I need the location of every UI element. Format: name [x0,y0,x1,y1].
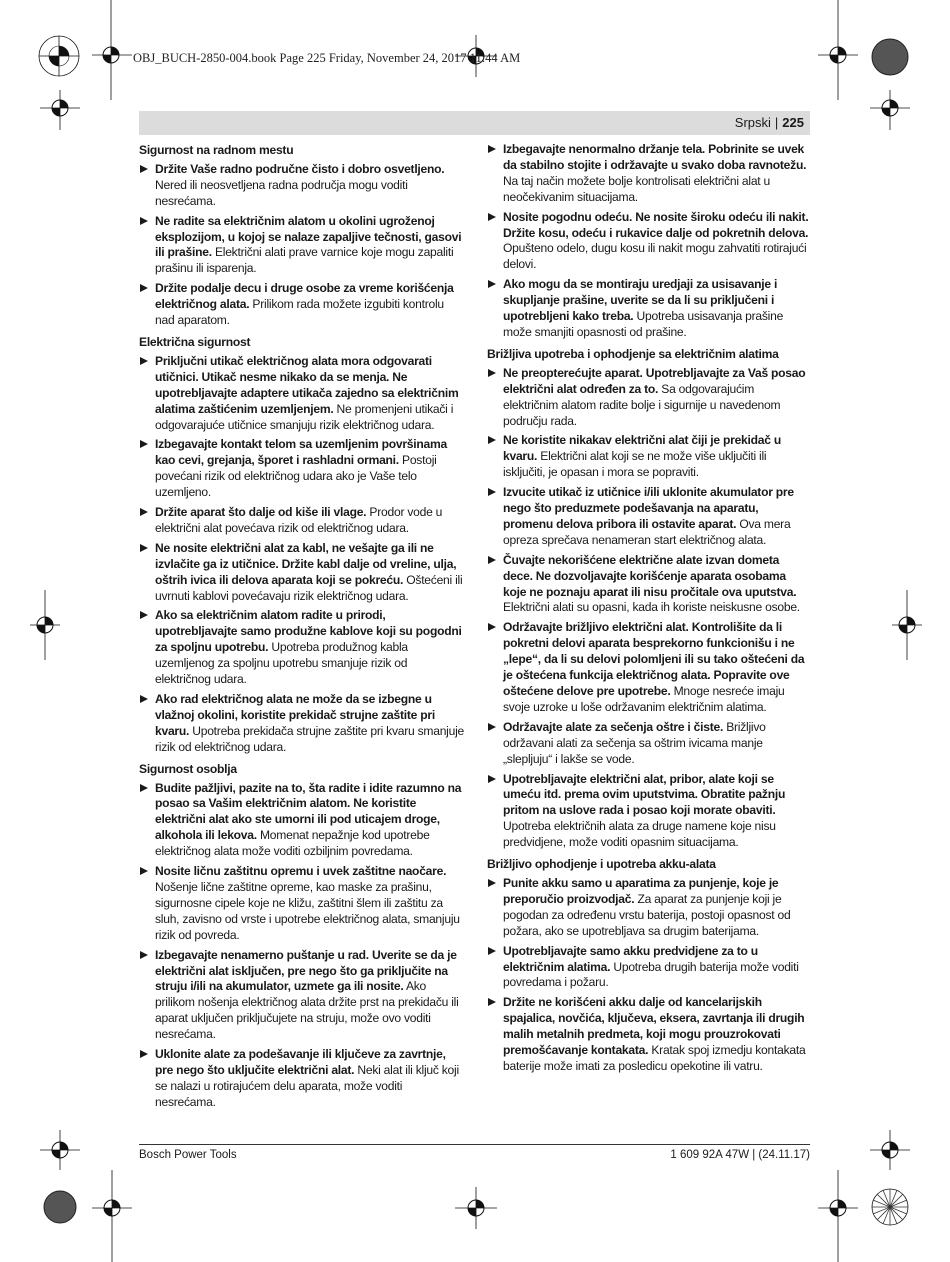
item-instruction: Držite aparat što dalje od kiše ili vlage. [155,505,367,520]
registration-mark-left-upper [40,90,80,130]
section-heading: Električna sigurnost [139,334,251,349]
safety-list-item [139,505,465,537]
registration-mark-bottom-center [455,1187,497,1229]
triangle-bullet-icon [140,695,148,703]
item-explanation: Sa odgovarajućim električnim alatom radite bolje i sigurnije u navedenom području rada. [503,381,781,428]
item-explanation: Električni alat koji se ne može više uključiti ili isključiti, je opasan i mora se popraviti. [503,449,767,480]
triangle-bullet-icon [488,436,496,444]
item-explanation: Za aparat za punjenje koji je pogodan za određenu vrstu baterija, postoji opasnost od požara, ako se upotrebljava sa drugim baterijama. [503,891,791,938]
item-explanation: Brižljivo održavani alati za sečenja sa oštrim ivicama manje „slepljuju“ i lakše se vode. [503,719,766,766]
triangle-bullet-icon [488,145,496,153]
item-explanation: Ova mera opreza sprečava nenameran start električnog alata. [503,516,791,547]
item-explanation: Upotreba drugih baterija može voditi povredama i požaru. [503,959,799,990]
triangle-bullet-icon [488,947,496,955]
footer-rule [139,1144,810,1145]
registration-mark-bottom-left [40,1130,80,1170]
section-heading: Sigurnost na radnom mestu [139,143,294,157]
page-header-bar [139,111,810,135]
item-explanation: Ako prilikom nošenja električnog alata držite prst na prekidaču ili aparat uključen priključujete na struju, može ovo voditi nesrećama. [155,979,459,1042]
item-instruction: Budite pažljivi, pazite na to, šta radite i idite razumno na posao sa Vašim električnim alatom. Ne koristite električni alat ako ste umorni ili pod uticajem droge, alkohola ili lekova. [155,780,462,843]
safety-list-item [139,692,465,756]
safety-list-item [487,277,811,341]
section-heading: Brižljivo ophodjenje i upotreba akku-alata [487,857,716,872]
footer-doc-code: 1 609 92A 47W | (24.11.17) [670,1149,810,1161]
item-explanation: Prodor vode u električni alat povećava rizik od električnog udara. [155,505,443,535]
section-heading: Brižljiva upotreba i ophodjenje sa električnim alatima [487,346,779,361]
safety-list-item [487,553,811,617]
item-instruction: Nosite pogodnu odeću. Ne nosite široku odeću ili nakit. Držite kosu, odeću i rukavice dalje od pokretnih delova. [503,209,809,240]
item-instruction: Priključni utikač električnog alata mora odgovarati utičnici. Utikač nesme nikako da se menja. Ne upotrebljavajte adaptere utikača zajedno sa električnim alatima zaštićenim uzemljenjem. [155,353,459,416]
safety-list-item [487,485,811,549]
triangle-bullet-icon [488,723,496,731]
item-instruction: Upotrebljavajte samo akku predvidjene za to u električnim alatima. [503,943,758,974]
safety-list-item [139,162,465,210]
item-explanation: Neki alat ili ključ koji se nalazi u rotirajućem delu aparata, može voditi nesrećama. [155,1062,459,1109]
registration-mark-bottom-left-dot [40,1187,80,1227]
item-explanation: Nered ili neosvetljena radna područja mogu voditi nesrećama. [155,177,408,208]
triangle-bullet-icon [140,165,148,173]
safety-list-item [487,876,811,940]
triangle-bullet-icon [140,1050,148,1058]
triangle-bullet-icon [140,867,148,875]
triangle-bullet-icon [488,213,496,221]
item-instruction: Ne nosite električni alat za kabl, ne vešajte ga ili ne izvlačite ga iz utičnice. Držite kabl dalje od vreline, ulja, oštrih ivica ili delova aparata koji se pokreću. [155,540,457,587]
registration-mark-left-middle [30,590,60,660]
item-instruction: Držite Vaše radno područne čisto i dobro osvetljeno. [155,161,445,176]
item-explanation: Na taj način možete bolje kontrolisati električni alat u neočekivanim situacijama. [503,173,770,204]
safety-list-item [139,354,465,434]
triangle-bullet-icon [140,508,148,516]
safety-list-item [139,948,465,1043]
registration-mark-top-left [38,35,80,77]
item-instruction: Ako sa električnim alatom radite u prirodi, upotrebljavajte samo produžne kablove koji su pogodni za spoljnu upotrebu. [155,608,462,655]
item-instruction: Ne koristite nikakav električni alat čiji je prekidač u kvaru. [503,433,781,464]
item-explanation: Ne promenjeni utikači i odgovarajuće utičnice smanjuju rizik električnog udara. [155,401,454,432]
triangle-bullet-icon [140,357,148,365]
triangle-bullet-icon [140,284,148,292]
triangle-bullet-icon [140,544,148,552]
item-instruction: Održavajte alate za sečenja oštre i čiste. [503,719,724,734]
triangle-bullet-icon [488,623,496,631]
item-instruction: Izbegavajte nenamerno puštanje u rad. Uverite se da je električni alat isključen, pre nego što ga priključite na struju i/ili na akumulator, uzmete ga ili nosite. [155,947,457,994]
safety-list-item [139,214,465,278]
safety-list-item [139,608,465,688]
item-instruction: Držite ne korišćeni akku dalje od kancelarijskih spajalica, novčića, ključeva, eksera, zavrtanja ili drugih malih metalnih predmeta, koji mogu prouzrokovati premošćavanje kontakata. [503,995,805,1058]
section-heading: Sigurnost osoblja [139,761,237,776]
registration-mark-bottom-right-starburst [870,1187,910,1227]
triangle-bullet-icon [140,217,148,225]
triangle-bullet-icon [488,556,496,564]
safety-list-item [139,781,465,861]
safety-list-item [139,437,465,501]
triangle-bullet-icon [488,879,496,887]
item-instruction: Punite akku samo u aparatima za punjenje, koje je preporučio proizvodjač. [503,875,779,906]
item-instruction: Održavajte brižljivo električni alat. Kontrolišite da li pokretni delovi aparata besprekorno funkcionišu i ne „lepe“, da li su delovi polomljeni ili su tako oštećeni da je oštećena funkcija električnog alata. Popravite ove oštećene delove pre upotrebe. [503,620,805,698]
item-explanation: Upotreba prekidača strujne zaštite pri kvaru smanjuje rizik od električnog udara. [155,723,465,754]
safety-list-item [487,142,811,206]
item-instruction: Ako mogu da se montiraju uredjaji za usisavanje i skupljanje prašine, uverite se da li su priključeni i upotrebljeni kako treba. [503,277,778,324]
item-instruction: Upotrebljavajte električni alat, pribor, alate koji se umeću itd. prema ovim uputstvima. Obratite pažnju pritom na uslove rada i posao koji morate obaviti. [503,771,786,818]
item-instruction: Izbegavajte kontakt telom sa uzemljenim površinama kao cevi, grejanja, šporet i rashladni ormani. [155,437,447,468]
header-separator: | [774,115,779,130]
registration-mark-right-upper [870,90,910,130]
item-explanation: Upotreba usisavanja prašine može smanjiti opasnosti od prašine. [503,309,784,339]
item-explanation: Upotreba produžnog kabla uzemljenog za spoljnu upotrebu smanjuje rizik od električnog udara. [155,640,408,687]
safety-list-item [139,541,465,605]
item-instruction: Ne radite sa električnim alatom u okolini ugroženoj eksplozijom, u kojoj se nalaze zapaljive tečnosti, gasovi ili prašine. [155,213,462,260]
safety-list-item [487,720,811,768]
footer-brand: Bosch Power Tools [139,1149,237,1161]
triangle-bullet-icon [488,280,496,288]
safety-list-item [487,366,811,430]
safety-list-item [487,433,811,481]
registration-mark-top-right [870,37,910,77]
print-info-slug: OBJ_BUCH-2850-004.book Page 225 Friday, November 24, 2017 11:44 AM [133,51,521,65]
page-number: 225 [782,115,804,130]
item-explanation: Oštećeni ili uvrnuti kablovi povećavaju rizik električnog udara. [155,572,463,603]
triangle-bullet-icon [140,784,148,792]
triangle-bullet-icon [140,611,148,619]
item-explanation: Električni alati prave varnice koje mogu zapaliti prašinu ili isparenja. [155,245,454,276]
triangle-bullet-icon [488,369,496,377]
item-explanation: Momenat nepažnje kod upotrebe električnog alata može voditi ozbiljnim povredama. [155,828,430,859]
item-instruction: Držite podalje decu i druge osobe za vreme korišćenja električnog alata. [155,281,454,312]
safety-list-item [487,995,811,1075]
item-explanation: Mnoge nesreće imaju svoje uzroke u loše održavanim električnim alatima. [503,684,785,714]
header-language: Srpski [734,115,771,130]
triangle-bullet-icon [488,998,496,1006]
item-explanation: Upotreba električnih alata za druge namene koje nisu predvidjene, može voditi opasnim situacijama. [503,819,776,850]
left-column [139,142,465,1115]
registration-mark-top-left-outer [92,0,132,100]
safety-list-item [487,620,811,715]
registration-mark-right-middle [892,590,922,660]
item-explanation: Opušteno odelo, dugu kosu ili nakit mogu zahvatiti rotirajući delovi. [503,241,807,272]
safety-list-item [139,281,465,329]
item-instruction: Ne preopterećujte aparat. Upotrebljavajte za Vaš posao električni alat određen za to. [503,365,806,396]
registration-mark-bottom-left-inner [92,1170,132,1262]
safety-list-item [139,1047,465,1111]
safety-list-item [487,210,811,274]
right-column [487,142,811,1079]
triangle-bullet-icon [488,488,496,496]
triangle-bullet-icon [140,951,148,959]
registration-mark-top-right-outer [818,0,858,100]
item-explanation: Nošenje lične zaštitne opreme, kao maske za prašinu, sigurnosne cipele koje ne kližu, zaštitni šlem ili zaštitu za sluh, zavisno od vrste i upotrebe električnog alata, smanjuju rizik od povreda. [155,879,460,942]
item-explanation: Električni alati su opasni, kada ih koriste neiskusne osobe. [503,600,800,615]
item-instruction: Izvucite utikač iz utičnice i/ili uklonite akumulator pre nego što preduzmete podešavanja na aparatu, promenu delova pribora ili ostavite aparat. [503,485,794,531]
registration-mark-bottom-right-inner [818,1170,858,1262]
item-instruction: Uklonite alate za podešavanje ili ključeve za zavrtnje, pre nego što uključite električni alat. [155,1047,446,1077]
item-explanation: Postoji povećani rizik od električnog udara ako je Vaše telo uzemljeno. [155,453,437,500]
item-explanation: Prilikom rada možete izgubiti kontrolu nad aparatom. [155,297,444,328]
item-explanation: Kratak spoj izmedju kontakata baterije može imati za posledicu opekotine ili vatru. [503,1043,806,1073]
safety-list-item [487,944,811,992]
safety-list-item [139,864,465,944]
triangle-bullet-icon [140,440,148,448]
item-instruction: Ako rad električnog alata ne može da se izbegne u vlažnoj okolini, koristite prekidač strujne zaštite pri kvaru. [155,692,435,738]
page-header [735,115,804,130]
item-instruction: Nosite ličnu zaštitnu opremu i uvek zaštitne naočare. [155,864,447,879]
safety-list-item [487,772,811,852]
item-instruction: Čuvajte nekorišćene električne alate izvan dometa dece. Ne dozvoljavajte korišćenje aparata osobama koje ne poznaju aparat ili nisu pročitale ova uputstva. [503,552,797,599]
triangle-bullet-icon [488,775,496,783]
item-instruction: Izbegavajte nenormalno držanje tela. Pobrinite se uvek da stabilno stojite i održavajte u svako doba ravnotežu. [503,142,807,172]
registration-mark-bottom-right [870,1130,910,1170]
